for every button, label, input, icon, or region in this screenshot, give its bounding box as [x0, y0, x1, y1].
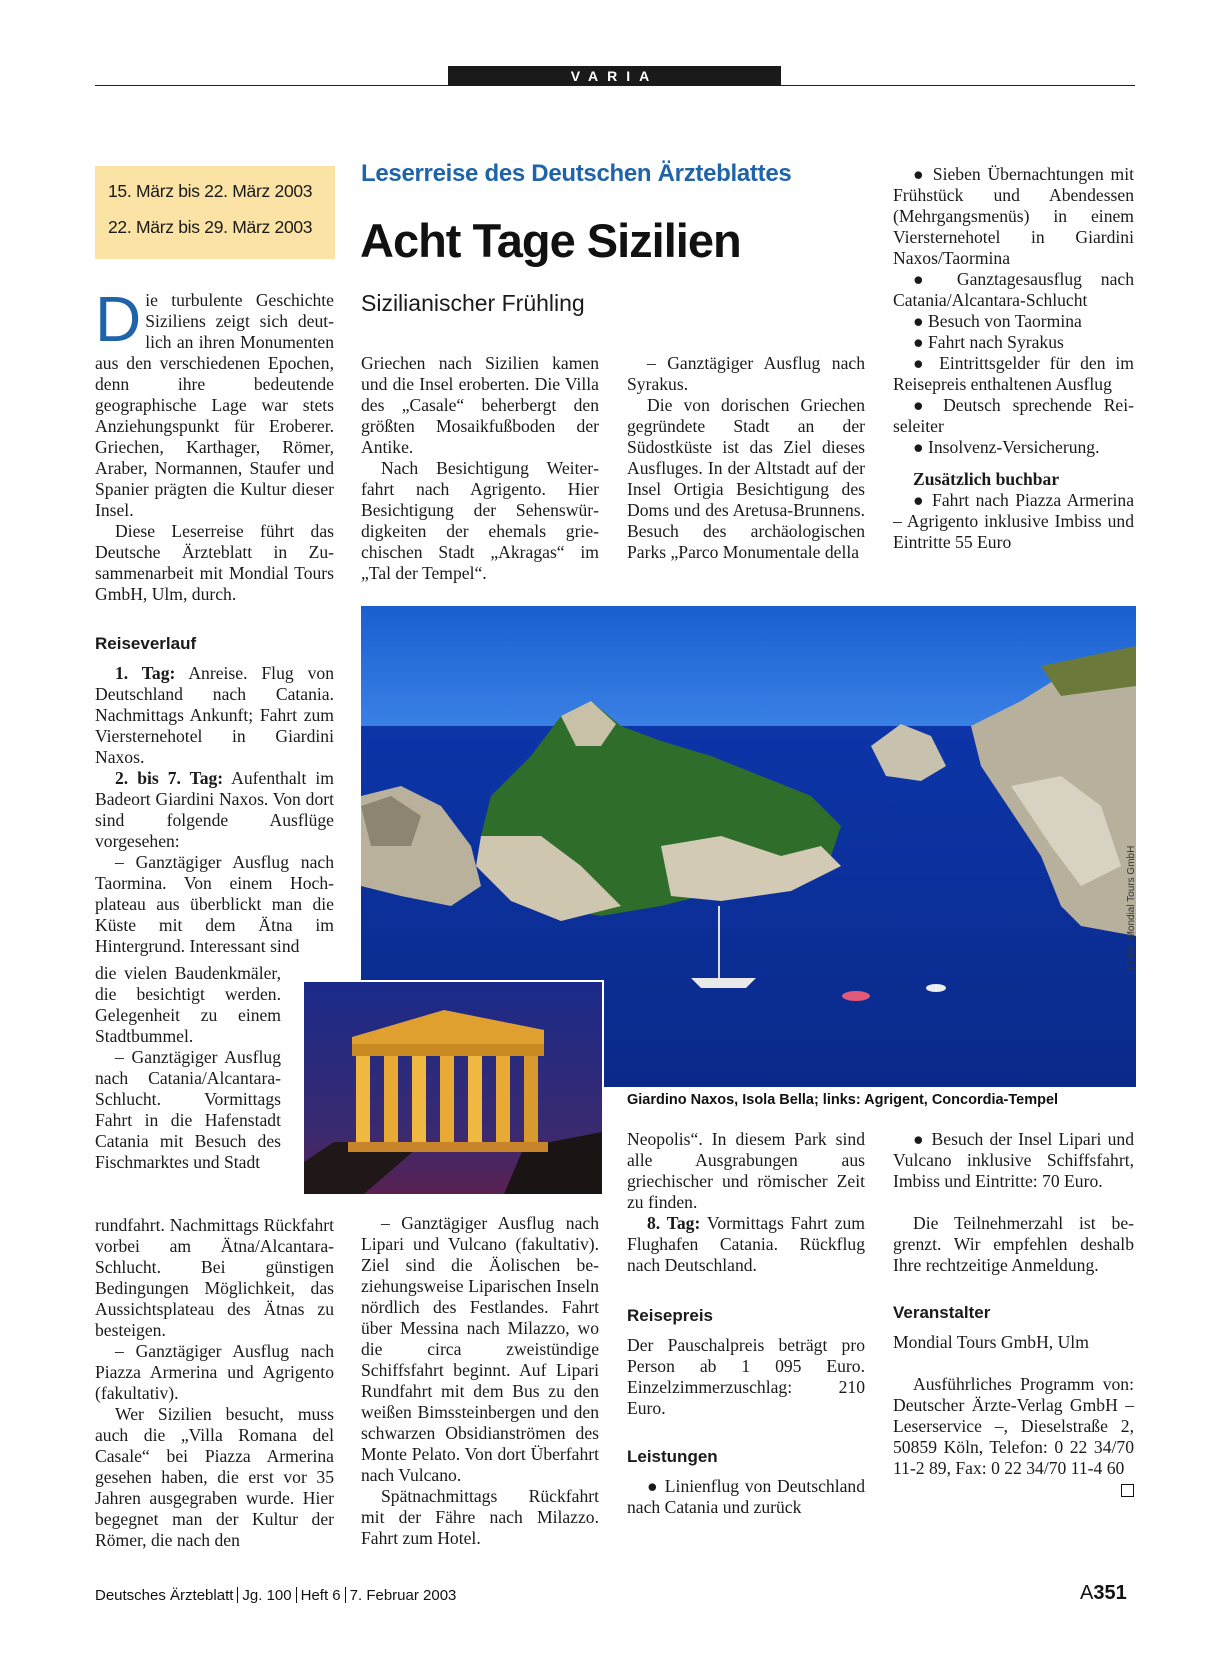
date-box: [95, 166, 335, 259]
syrakus-paragraph: Die von dorischen Griechen gegründete Stadt an der Südostküste ist das Ziel dieses Ausfluges. In der Altstadt auf der Insel Ortigia Besichtigung des Doms und des Aretusa-Brunnens. Besuch des archäologischen Parks „Parco Monumentale della: [627, 395, 865, 562]
column-3-bottom: [627, 1129, 865, 1518]
temple-image: [304, 982, 602, 1194]
leistungen-item-1: ● Linienflug von Deutschland nach Catania und zurück: [627, 1476, 865, 1517]
syrakus-intro: – Ganztägiger Ausflug nach Syrakus.: [627, 353, 865, 394]
veranstalter-text: Mondial Tours GmbH, Ulm: [893, 1332, 1089, 1352]
day-1-text: Anreise. Flug von Deutschland nach Catania. Nachmittags Ankunft; Fahrt zum Viersternehotel in Giardini Naxos.: [95, 663, 334, 767]
day-1-paragraph: [95, 663, 334, 768]
date-range-2: 22. März bis 29. März 2003: [108, 217, 313, 237]
article-title: Acht Tage Sizilien: [360, 214, 741, 267]
footer: [95, 1587, 456, 1604]
journal-name: Deutsches Ärzteblatt: [95, 1587, 234, 1604]
column-4-top: [893, 164, 1134, 553]
end-of-article-icon: [1121, 1484, 1134, 1497]
footer-divider: [345, 1587, 346, 1603]
villa-paragraph: Wer Sizilien besucht, muss auch die „Villa Romana del Casale“ bei Piazza Armerina gesehen haben, die erst vor 35 Jahren ausgegraben wurde. Hier begegnet man der Kultur der Römer, die nach den: [95, 1404, 334, 1550]
photo-credit: Fotos: Mondial Tours GmbH: [1126, 845, 1137, 970]
column-1-bottom: [95, 1215, 334, 1551]
intro-paragraph-2: Diese Leserreise führt das Deutsche Ärzteblatt in Zusammenarbeit mit Mondial Tours GmbH, Ulm, durch.: [95, 521, 334, 604]
service-item-4: ● Fahrt nach Syrakus: [913, 332, 1064, 352]
section-label: VARIA: [448, 66, 781, 86]
zusatz-heading: Zusätzlich buchbar: [913, 469, 1060, 489]
catania-continued: rundfahrt. Nachmittags Rückfahrt vorbei am Ätna/Alcantara-Schlucht. Bei günstigen Bedingungen Möglichkeit, das Aussichtsplateau des Ätnas zu besteigen.: [95, 1215, 334, 1340]
day-2-label: 2. bis 7. Tag:: [115, 768, 224, 788]
zusatz-item-2: ● Besuch der Insel Lipari und Vulcano inklusive Schiffsfahrt, Imbiss und Eintritte: 70 Euro.: [893, 1129, 1134, 1191]
taormina-paragraph: – Ganztägiger Ausflug nach Taormina. Von einem Hochplateau aus überblickt man die Küste mit dem Ätna im Hintergrund. Interessant sind: [95, 852, 334, 956]
programm-text: Ausführliches Programm von: Deutscher Ärzte-Verlag GmbH – Leserservice –, Dieselstraße 2, 50859 Köln, Telefon: 0 22 34/70 11-2 89, Fax: 0 22 34/70 11-4 60: [893, 1374, 1134, 1478]
service-item-3: ● Besuch von Taormina: [913, 311, 1082, 331]
taormina-continued: die vielen Baudenkmäler, die besichtigt werden. Gelegenheit zu einem Stadtbummel.: [95, 963, 281, 1046]
volume: Jg. 100: [242, 1587, 292, 1604]
issue-date: 7. Februar 2003: [349, 1587, 457, 1604]
return-paragraph: Spätnachmittags Rückfahrt mit der Fähre nach Milazzo. Fahrt zum Hotel.: [361, 1486, 599, 1548]
day-1-label: 1. Tag:: [115, 663, 176, 683]
piazza-paragraph: – Ganztägiger Ausflug nach Piazza Armerina und Agrigento (fakultativ).: [95, 1341, 334, 1403]
column-1-wrap: [95, 963, 281, 1173]
issue: Heft 6: [300, 1587, 341, 1604]
column-1-itinerary: [95, 633, 334, 957]
service-item-2: ● Ganztagesausflug nach Catania/Alcantara-Schlucht: [893, 269, 1134, 310]
footer-divider: [296, 1587, 297, 1603]
drop-cap: D: [95, 283, 142, 355]
day-2-paragraph: [95, 768, 334, 852]
day-8-text: Vormittags Fahrt zum Flughafen Catania. Rückflug nach Deutschland.: [627, 1213, 865, 1275]
day-8-label: 8. Tag:: [647, 1213, 701, 1233]
page-prefix: A: [1080, 1582, 1094, 1604]
veranstalter-heading: Veranstalter: [893, 1303, 991, 1322]
page-number: [1080, 1582, 1127, 1605]
reisepreis-text: Der Pauschalpreis beträgt pro Person ab 1 095 Euro. Einzelzimmerzuschlag: 210 Euro.: [627, 1335, 865, 1418]
day-2-text: Aufenthalt im Badeort Giardini Naxos. Von dort sind folgende Ausflüge vorgesehen:: [95, 768, 334, 851]
service-item-6: ● Deutsch sprechende Reiseleiter: [893, 395, 1134, 436]
catania-paragraph: – Ganztägiger Ausflug nach Catania/Alcantara-Schlucht. Vormittags Fahrt in die Hafenstadt Catania mit Besuch des Fischmarktes und Stadt: [95, 1047, 281, 1172]
reisepreis-heading: Reisepreis: [627, 1306, 713, 1325]
page-number-value: 351: [1093, 1582, 1127, 1604]
leistungen-heading: Leistungen: [627, 1447, 718, 1466]
column-2-top: [361, 353, 599, 584]
service-item-5: ● Eintrittsgelder für den im Reisepreis enthaltenen Ausflug: [893, 353, 1134, 394]
article-kicker: Leserreise des Deutschen Ärzteblattes: [361, 160, 792, 187]
date-range-1: 15. März bis 22. März 2003: [108, 181, 313, 201]
column-1-intro: [95, 283, 334, 605]
col2-paragraph-2: Nach Besichtigung Weiterfahrt nach Agrigento. Hier Besichtigung der Sehenswürdigkeiten der ehemals griechischen Stadt „Akragas“ im „Tal der Tempel“.: [361, 458, 599, 583]
neopolis-paragraph: Neopolis“. In diesem Park sind alle Ausgrabungen aus griechischer und römischer Zeit zu finden.: [627, 1129, 865, 1212]
footer-divider: [237, 1587, 238, 1603]
col2-paragraph-1: Griechen nach Sizilien kamen und die Insel eroberten. Die Villa des „Casale“ beherbergt den größten Mosaikfußboden der Antike.: [361, 353, 599, 457]
lipari-paragraph: – Ganztägiger Ausflug nach Lipari und Vulcano (fakultativ). Ziel sind die Äolischen beziehungsweise Liparischen Inseln nördlich des Festlandes. Fahrt über Messina nach Milazzo, wo die circa zweistündige Schiffsfahrt beginnt. Auf Lipari Rundfahrt mit dem Bus zu den weißen Bimssteinbergen und den schwarzen Obsidianströmen des Monte Pelato. Von dort Überfahrt nach Vulcano.: [361, 1213, 599, 1485]
column-4-bottom: [893, 1129, 1134, 1497]
reiseverlauf-heading: Reiseverlauf: [95, 634, 197, 653]
column-2-bottom: [361, 1213, 599, 1549]
article-subtitle: Sizilianischer Frühling: [361, 290, 585, 316]
intro-paragraph: ie turbulente Geschichte Siziliens zeigt sich deutlich an ihren Monumenten aus den verschiedenen Epochen, denn ihre bedeutende geographische Lage war stets Anziehungspunkt für Eroberer. Griechen, Karthager, Römer, Araber, Normannen, Staufer und Spanier prägten die Kultur dieser Insel.: [95, 290, 334, 520]
column-3-top: [627, 353, 865, 563]
zusatz-item-1: ● Fahrt nach Piazza Armerina – Agrigento inklusive Imbiss und Eintritte 55 Euro: [893, 490, 1134, 552]
photo-caption: Giardino Naxos, Isola Bella; links: Agrigent, Concordia-Tempel: [627, 1092, 1059, 1108]
programm-paragraph: [893, 1374, 1134, 1479]
day-8-paragraph: [627, 1213, 865, 1276]
service-item-1: ● Sieben Übernachtungen mit Frühstück und Abendessen (Mehrgangsmenüs) in einem Viersternehotel in Giardini Naxos/Taormina: [893, 164, 1134, 268]
teilnehmer-paragraph: Die Teilnehmerzahl ist begrenzt. Wir empfehlen deshalb Ihre rechtzeitige Anmeldung.: [893, 1213, 1134, 1275]
concordia-temple-photo: [302, 980, 604, 1196]
service-item-7: ● Insolvenz-Versicherung.: [913, 437, 1100, 457]
